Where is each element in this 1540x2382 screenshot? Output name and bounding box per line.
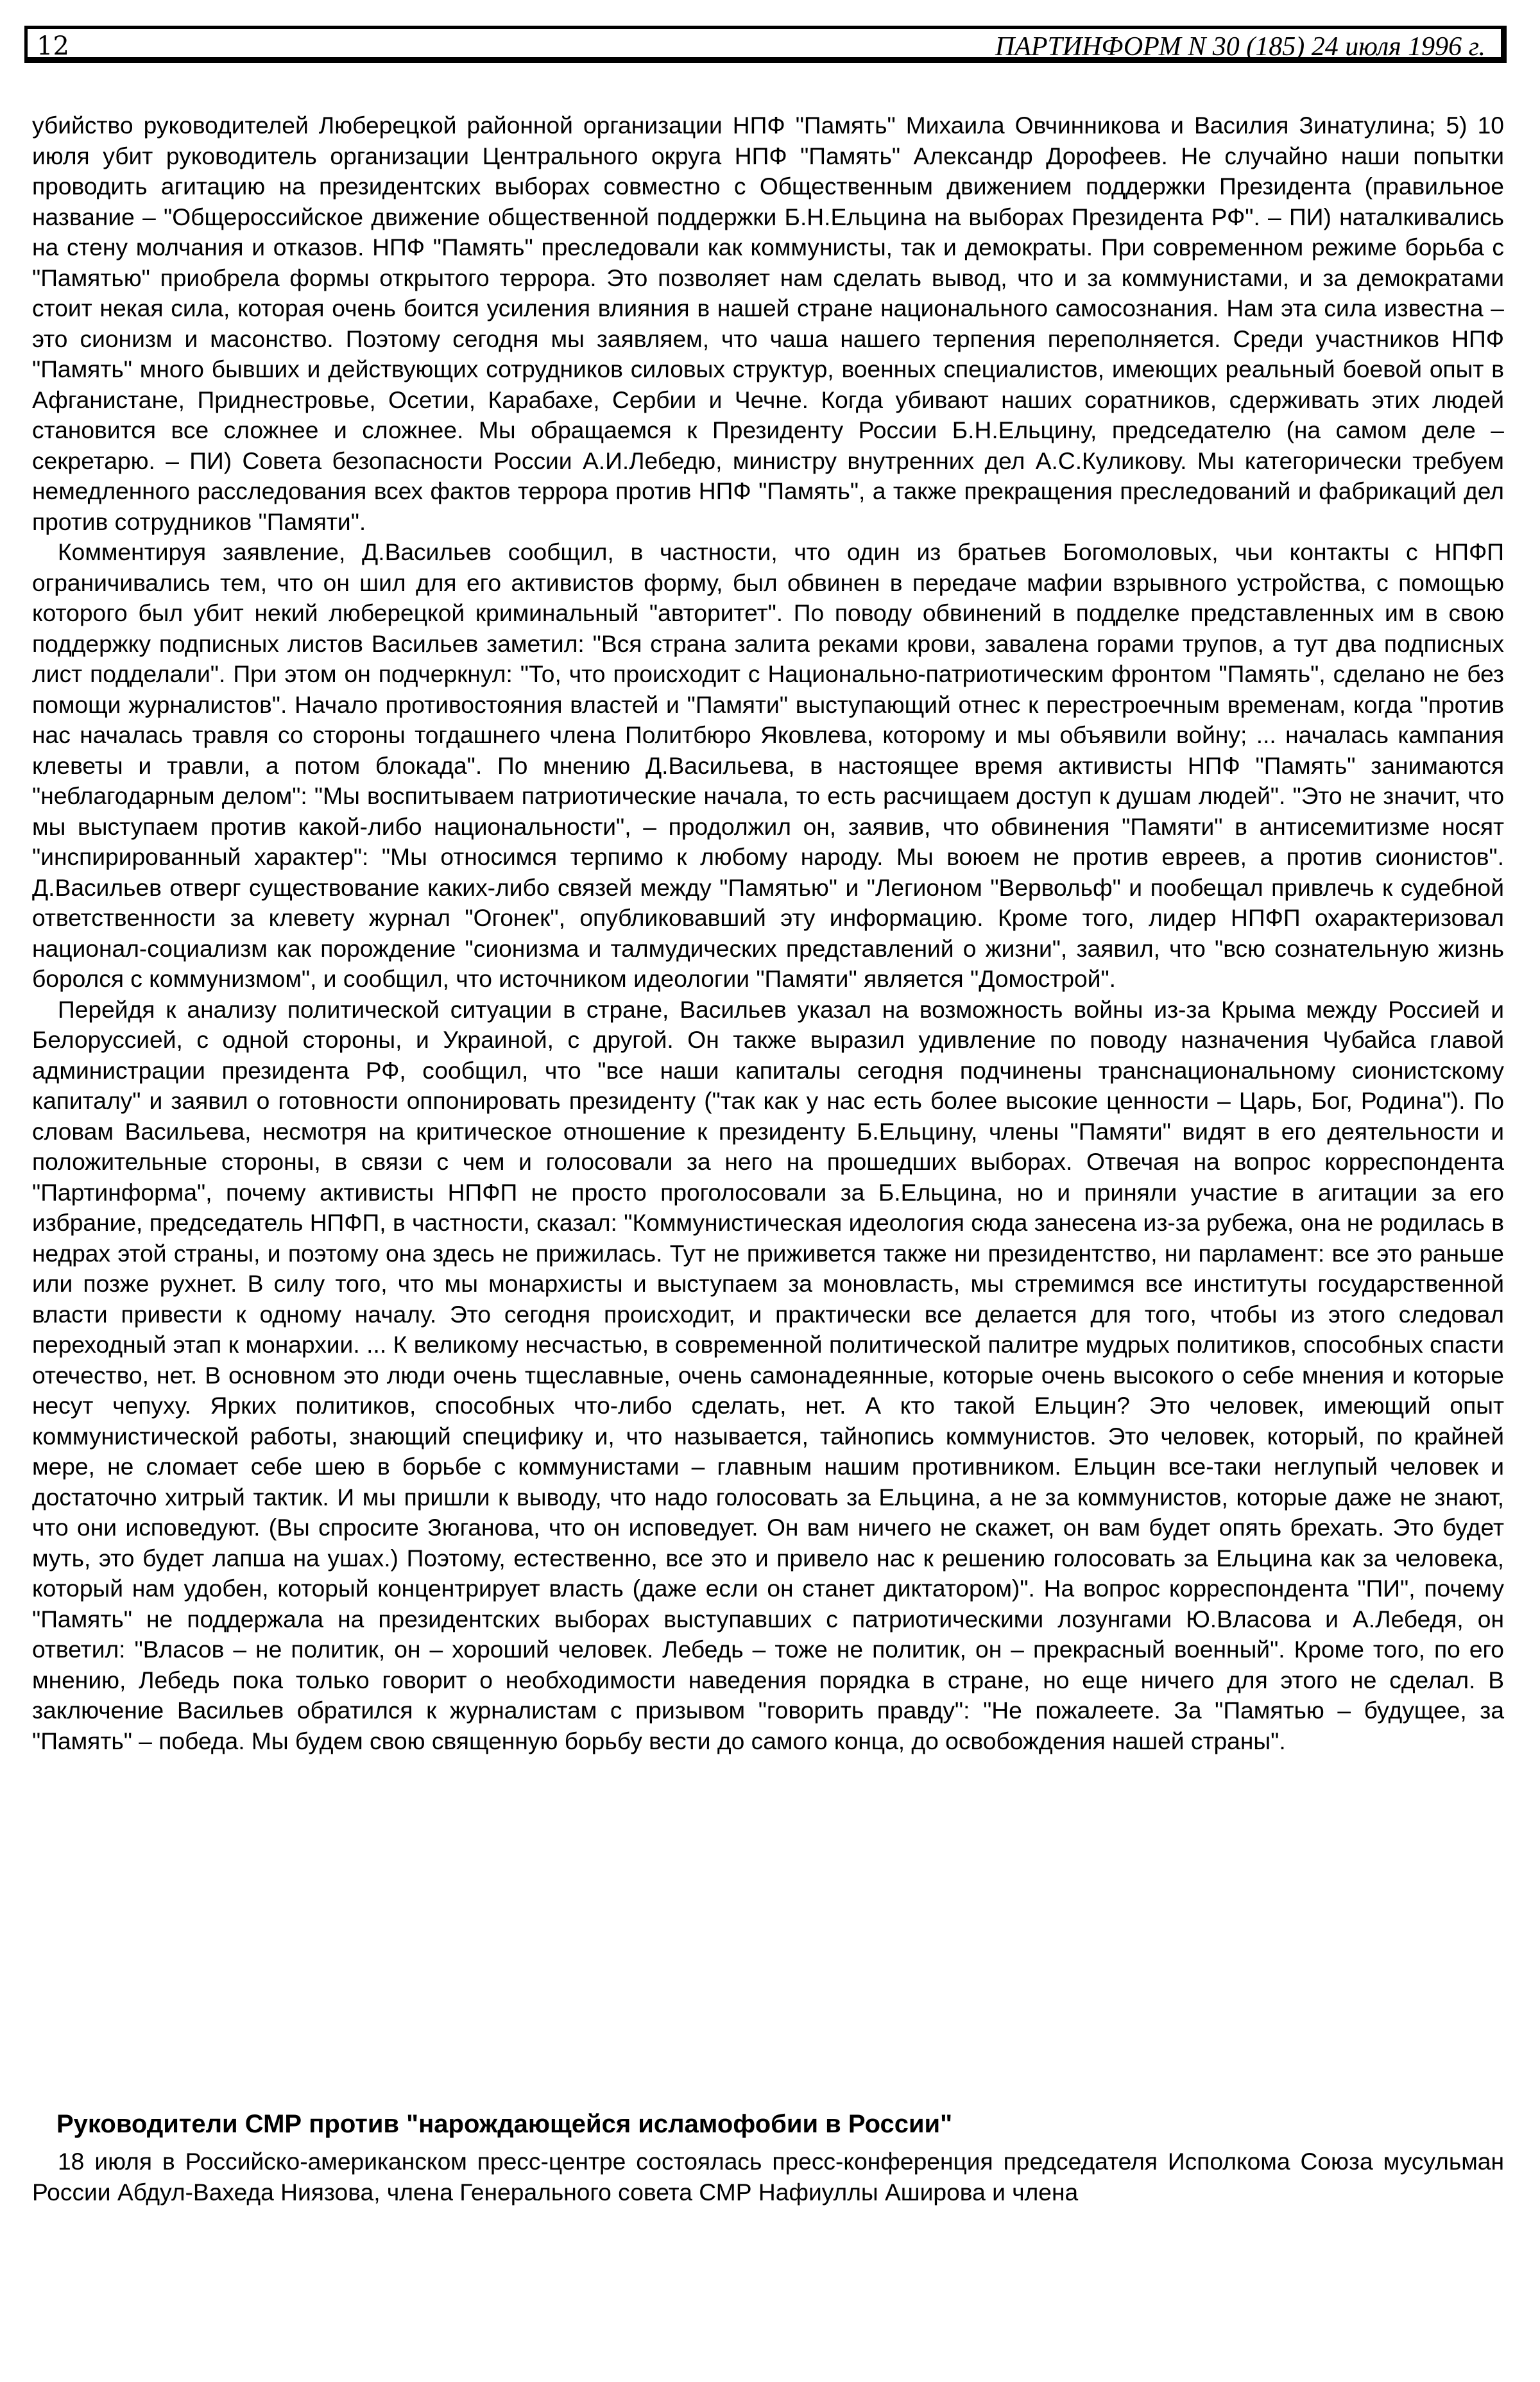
article-body <box>32 110 1504 1756</box>
section-intro: 18 июля в Российско-американском пресс-центре состоялась пресс-конференция председателя Исполкома Союза мусульман России Абдул-Вахеда Ниязова, члена Генерального совета СМР Нафиуллы Аширова и члена <box>32 2148 1504 2206</box>
publication-title: ПАРТИНФОРМ N 30 (185) 24 июля 1996 г. <box>995 32 1485 62</box>
paragraph: Комментируя заявление, Д.Васильев сообщил, в частности, что один из братьев Богомоловых, чьи контакты с НПФП ограничивались тем, что он шил для его активистов форму, был обвинен в передаче мафии взрывного устройства, с помощью которого был убит некий люберецкой криминальный "авторитет". По поводу обвинений в подделке представленных им в свою поддержку подписных листов Васильев заметил: "Вся страна залита реками крови, завалена горами трупов, а тут два подписных лист подделали". При этом он подчеркнул: "То, что происходит с Национально-патриотическим фронтом "Память", сделано не без помощи журналистов". Начало противостояния властей и "Памяти" выступающий отнес к перестроечным временам, когда "против нас началась травля со стороны тогдашнего члена Политбюро Яковлева, которому и мы объявили войну; ... началась кампания клеветы и травли, а потом блокада". По мнению Д.Васильева, в настоящее время активисты НПФ "Память" занимаются "неблагодарным делом": "Мы воспитываем патриотические начала, то есть расчищаем доступ к душам людей". "Это не значит, что мы выступаем против какой-либо национальности", – продолжил он, заявив, что обвинения "Памяти" в антисемитизме носят "инспирированный характер": "Мы относимся терпимо к любому народу. Мы воюем не против евреев, а против сионистов". Д.Васильев отверг существование каких-либо связей между "Памятью" и "Легионом "Вервольф" и пообещал привлечь к судебной ответственности за клевету журнал "Огонек", опубликовавший эту информацию. Кроме того, лидер НПФП охарактеризовал национал-социализм как порождение "сионизма и талмудических представлений о жизни", заявил, что "всю сознательную жизнь боролся с коммунизмом", и сообщил, что источником идеологии "Памяти" является "Домострой". <box>32 538 1504 992</box>
page-header <box>24 26 1507 63</box>
paragraph: убийство руководителей Люберецкой районной организации НПФ "Память" Михаила Овчинникова и Василия Зинатулина; 5) 10 июля убит руководитель организации Центрального округа НПФ "Память" Александр Дорофеев. Не случайно наши попытки проводить агитацию на президентских выборах совместно с Общественным движением поддержки Президента (правильное название – "Общероссийское движение общественной поддержки Б.Н.Ельцина на выборах Президента РФ". – ПИ) наталкивались на стену молчания и отказов. НПФ "Память" преследовали как коммунисты, так и демократы. При современном режиме борьба с "Памятью" приобрела формы открытого террора. Это позволяет нам сделать вывод, что и за коммунистами, и за демократами стоит некая сила, которая очень боится усиления влияния в нашей стране национального самосознания. Нам эта сила известна – это сионизм и масонство. Поэтому сегодня мы заявляем, что чаша нашего терпения переполняется. Среди участников НПФ "Память" много бывших и действующих сотрудников силовых структур, военных специалистов, имеющих реальный боевой опыт в Афганистане, Приднестровье, Осетии, Карабахе, Сербии и Чечне. Когда убивают наших соратников, сдерживать этих людей становится все сложнее и сложнее. Мы обращаемся к Президенту России Б.Н.Ельцину, председателю (на самом деле – секретарю. – ПИ) Совета безопасности России А.И.Лебедю, министру внутренних дел А.С.Куликову. Мы категорически требуем немедленного расследования всех фактов террора против НПФ "Память", а также прекращения преследований и фабрикаций дел против сотрудников "Памяти". <box>32 112 1504 535</box>
page-number: 12 <box>37 31 69 61</box>
paragraph: Перейдя к анализу политической ситуации в стране, Васильев указал на возможность войны из-за Крыма между Россией и Белоруссией, с одной стороны, и Украиной, с другой. Он также выразил удивление по поводу назначения Чубайса главой администрации президента РФ, сообщил, что "все наши капиталы сегодня подчинены транснациональному сионистскому капиталу" и заявил о готовности оппонировать президенту ("так как у нас есть более высокие ценности – Царь, Бог, Родина"). По словам Васильева, несмотря на критическое отношение к президенту Б.Ельцину, члены "Памяти" видят в его деятельности и положительные стороны, в связи с чем и голосовали за него на прошедших выборах. Отвечая на вопрос корреспондента "Партинформа", почему активисты НПФП не просто проголосовали за Б.Ельцина, но и приняли участие в агитации за его избрание, председатель НПФП, в частности, сказал: "Коммунистическая идеология сюда занесена из-за рубежа, она не родилась в недрах этой страны, и поэтому она здесь не прижилась. Тут не приживется также ни президентство, ни парламент: все это раньше или позже рухнет. В силу того, что мы монархисты и выступаем за моновласть, мы стремимся все институты государственной власти привести к одному началу. Это сегодня происходит, и практически все делается для того, чтобы из этого следовал переходный этап к монархии. ... К великому несчастью, в современной политической палитре мудрых политиков, способных спасти отечество, нет. В основном это люди очень тщеславные, очень самонадеянные, которые очень высокого о себе мнения и которые несут чепуху. Ярких политиков, способных что-либо сделать, нет. А кто такой Ельцин? Это человек, имеющий опыт коммунистической работы, знающий специфику и, что называется, тайнопись коммунистов. Это человек, который, по крайней мере, не сломает себе шею в борьбе с коммунистами – главным нашим противником. Ельцин все-таки неглупый человек и достаточно хитрый тактик. И мы пришли к выводу, что надо голосовать за Ельцина, а не за коммунистов, которые даже не знают, что они исповедуют. (Вы спросите Зюганова, что он исповедует. Он вам ничего не скажет, он вам будет опять брехать. Это будет муть, это будет лапша на ушах.) Поэтому, естественно, все это и привело нас к решению голосовать за Ельцина как за человека, который нам удобен, который концентрирует власть (даже если он станет диктатором)". На вопрос корреспондента "ПИ", почему "Память" не поддержала на президентских выборах выступавших с патриотическими лозунгами Ю.Власова и А.Лебедя, он ответил: "Власов – не политик, он – хороший человек. Лебедь – тоже не политик, он – прекрасный военный". Кроме того, по его мнению, Лебедь пока только говорит о необходимости наведения порядка в стране, но еще ничего для этого не сделал. В заключение Васильев обратился к журналистам с призывом "говорить правду": "Не пожалеете. За "Памятью – будущее, за "Память" – победа. Мы будем свою священную борьбу вести до самого конца, до освобождения нашей страны". <box>32 995 1504 1754</box>
section-heading: Руководители СМР против "нарождающейся исламофобии в России" <box>56 2110 953 2138</box>
